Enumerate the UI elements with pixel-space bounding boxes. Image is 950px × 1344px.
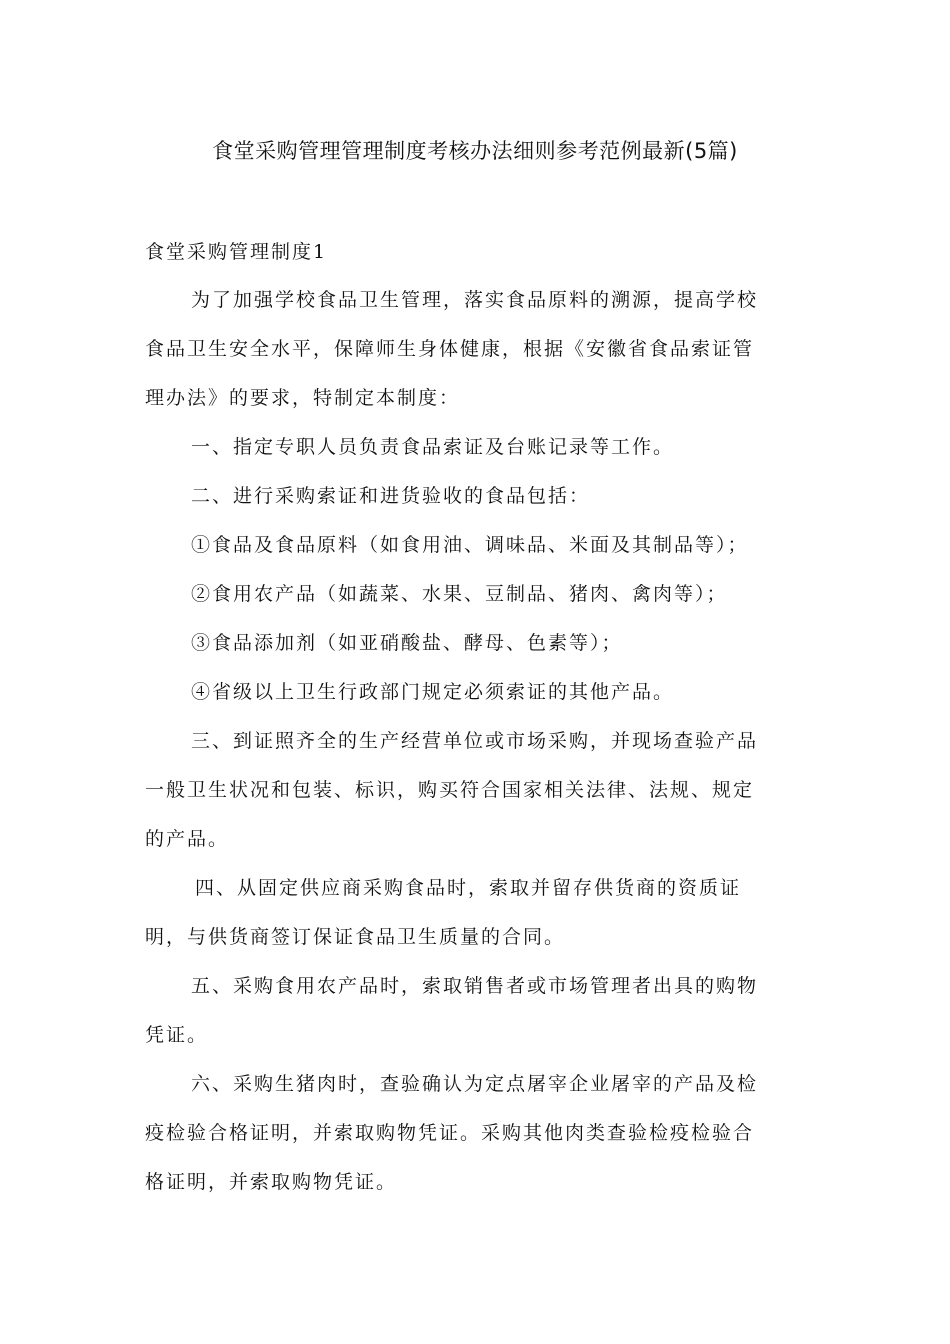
- section-heading: 食堂采购管理制度1: [145, 241, 328, 263]
- list-item: ④省级以上卫生行政部门规定必须索证的其他产品。: [191, 681, 675, 703]
- paragraph-line: 五、采购食用农产品时，索取销售者或市场管理者出具的购物: [191, 975, 759, 997]
- document-body: [145, 276, 805, 1207]
- paragraph-line: 六、采购生猪肉时，查验确认为定点屠宰企业屠宰的产品及检: [191, 1073, 759, 1095]
- paragraph-line: 的产品。: [145, 828, 230, 850]
- paragraph-line: 二、进行采购索证和进货验收的食品包括：: [191, 485, 591, 507]
- paragraph-line: 四、从固定供应商采购食品时，索取并留存供货商的资质证: [195, 877, 742, 899]
- paragraph-line: 一般卫生状况和包装、标识，购买符合国家相关法律、法规、规定: [145, 779, 755, 801]
- list-item: ③食品添加剂（如亚硝酸盐、酵母、色素等）；: [191, 632, 623, 654]
- list-item: ①食品及食品原料（如食用油、调味品、米面及其制品等）；: [191, 534, 749, 556]
- paragraph-line: 食品卫生安全水平，保障师生身体健康，根据《安徽省食品索证管: [145, 338, 755, 360]
- paragraph-line: 三、到证照齐全的生产经营单位或市场采购，并现场查验产品: [191, 730, 759, 752]
- list-item: ②食用农产品（如蔬菜、水果、豆制品、猪肉、禽肉等）；: [191, 583, 728, 605]
- paragraph-line: 凭证。: [145, 1024, 209, 1046]
- paragraph-line: 为了加强学校食品卫生管理，落实食品原料的溯源，提高学校: [191, 289, 759, 311]
- paragraph-line: 一、指定专职人员负责食品索证及台账记录等工作。: [191, 436, 675, 458]
- paragraph-line: 明，与供货商签订保证食品卫生质量的合同。: [145, 926, 566, 948]
- paragraph-line: 疫检验合格证明，并索取购物凭证。采购其他肉类查验检疫检验合: [145, 1122, 755, 1144]
- document-title: 食堂采购管理管理制度考核办法细则参考范例最新(5篇): [212, 139, 738, 163]
- paragraph-line: 理办法》的要求，特制定本制度：: [145, 387, 461, 409]
- paragraph-line: 格证明，并索取购物凭证。: [145, 1171, 398, 1193]
